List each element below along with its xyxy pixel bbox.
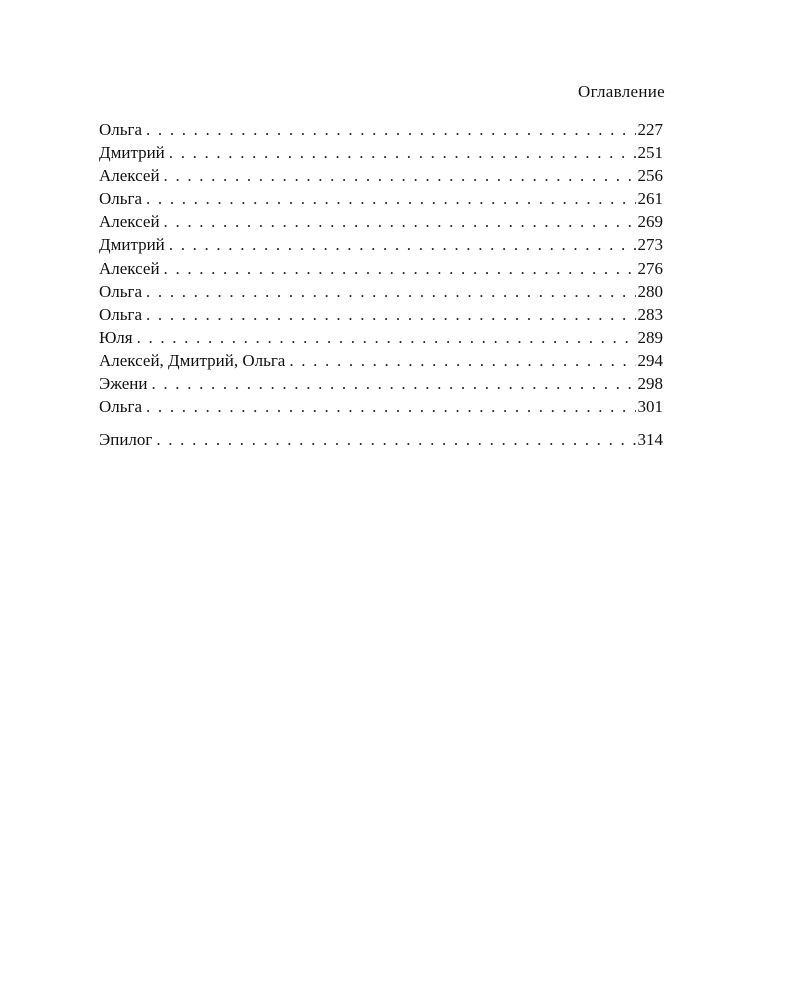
toc-entry bbox=[99, 326, 663, 349]
toc-entry bbox=[99, 141, 663, 164]
toc-entry-page: 269 bbox=[637, 212, 663, 232]
dot-leader bbox=[156, 428, 635, 451]
toc-entry bbox=[99, 164, 663, 187]
dot-leader bbox=[137, 326, 636, 349]
toc-entry bbox=[99, 187, 663, 210]
toc-entry-page: 261 bbox=[637, 189, 663, 209]
toc-entry-page: 283 bbox=[637, 304, 663, 324]
page-title: Оглавление bbox=[578, 82, 665, 101]
toc-entry bbox=[99, 395, 663, 418]
toc-entry-page: 280 bbox=[637, 281, 663, 301]
toc-entry-label: Эжени bbox=[99, 374, 148, 394]
dot-leader bbox=[146, 187, 635, 210]
dot-leader bbox=[169, 233, 636, 256]
toc-entry-label: Ольга bbox=[99, 397, 143, 417]
toc-entry-page: 256 bbox=[637, 166, 663, 186]
toc-entry-label: Ольга bbox=[99, 120, 143, 139]
dot-leader bbox=[169, 141, 636, 164]
table-of-contents bbox=[99, 118, 663, 451]
toc-entry-label: Алексей bbox=[99, 166, 160, 186]
dot-leader bbox=[152, 372, 636, 395]
toc-entry-label: Ольга bbox=[99, 281, 143, 301]
toc-entry bbox=[99, 233, 663, 256]
toc-entry bbox=[99, 349, 663, 372]
dot-leader bbox=[164, 210, 636, 233]
dot-leader bbox=[164, 164, 636, 187]
toc-entry-page: 314 bbox=[637, 430, 663, 450]
dot-leader bbox=[289, 349, 635, 372]
toc-entry-label: Юля bbox=[99, 327, 133, 347]
dot-leader bbox=[146, 280, 635, 303]
toc-entry-label: Эпилог bbox=[99, 430, 153, 450]
dot-leader bbox=[146, 303, 635, 326]
toc-entry bbox=[99, 372, 663, 395]
toc-entry-page: 294 bbox=[637, 350, 663, 370]
toc-entry bbox=[99, 118, 663, 141]
toc-entry-page: 301 bbox=[637, 397, 663, 417]
toc-entry-label: Дмитрий bbox=[99, 235, 165, 255]
toc-entry-page: 298 bbox=[637, 374, 663, 394]
dot-leader bbox=[146, 118, 635, 141]
toc-entry-page: 227 bbox=[637, 120, 663, 139]
toc-entry bbox=[99, 280, 663, 303]
dot-leader bbox=[146, 395, 635, 418]
toc-entry bbox=[99, 210, 663, 233]
toc-entry bbox=[99, 303, 663, 326]
toc-entry-label: Алексей bbox=[99, 212, 160, 232]
toc-entry-page: 276 bbox=[637, 258, 663, 278]
toc-entry-page: 289 bbox=[637, 327, 663, 347]
toc-entry-epilogue bbox=[99, 428, 663, 451]
toc-entry-page: 251 bbox=[637, 143, 663, 163]
toc-entry-label: Ольга bbox=[99, 304, 143, 324]
toc-entry-label: Ольга bbox=[99, 189, 143, 209]
toc-entry bbox=[99, 257, 663, 280]
toc-entry-label: Дмитрий bbox=[99, 143, 165, 163]
toc-entry-label: Алексей, Дмитрий, Ольга bbox=[99, 350, 286, 370]
toc-entry-page: 273 bbox=[637, 235, 663, 255]
dot-leader bbox=[164, 257, 636, 280]
toc-entry-label: Алексей bbox=[99, 258, 160, 278]
